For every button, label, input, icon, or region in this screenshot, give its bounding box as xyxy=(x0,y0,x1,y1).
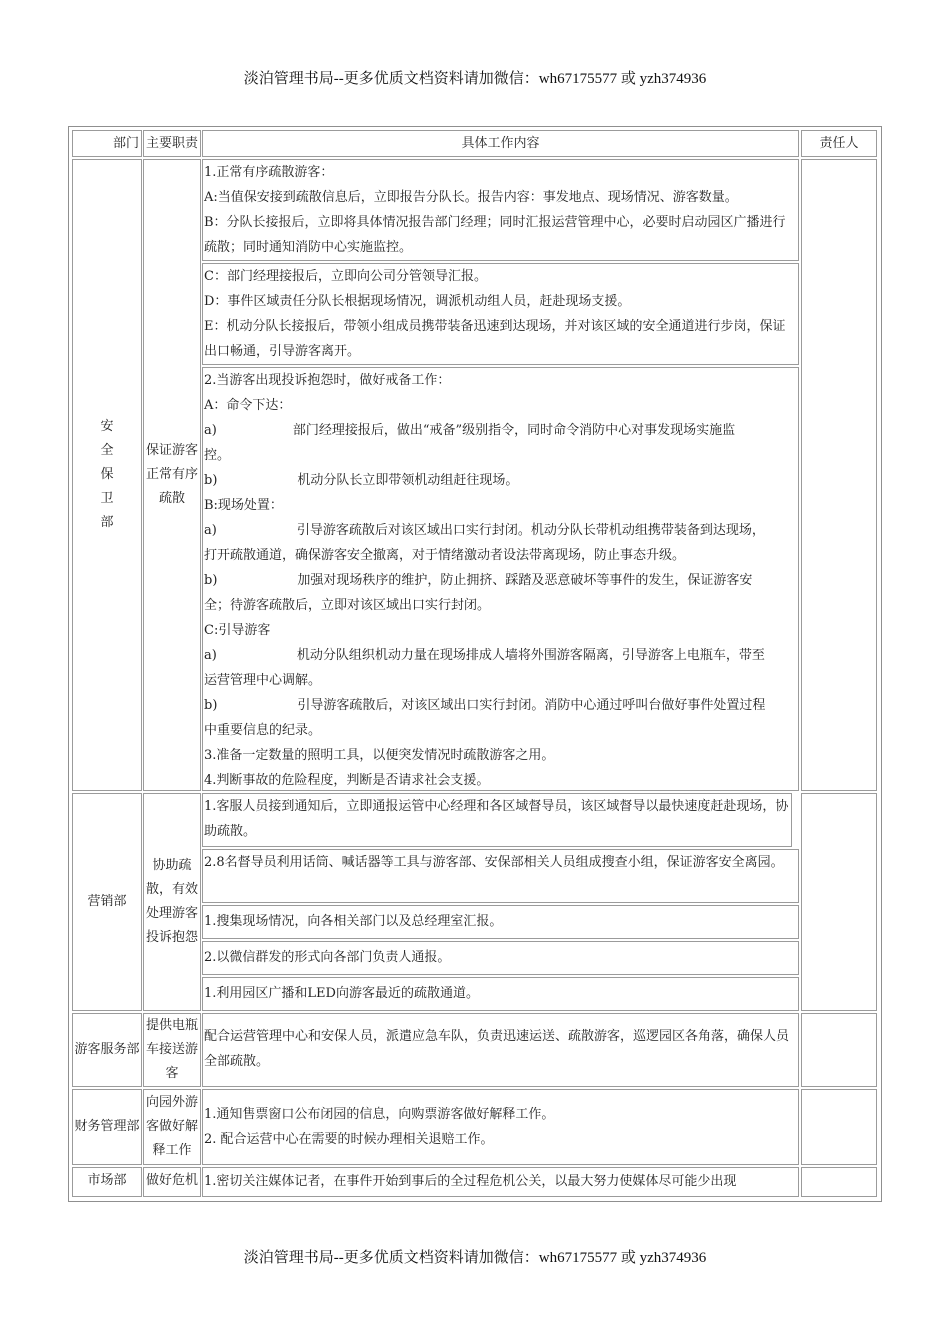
duty-visitor-services: 提供电瓶车接送游客 xyxy=(143,1013,201,1087)
marketing-row-2: 2.8名督导员利用话筒、喊话器等工具与游客部、安保部相关人员组成搜查小组，保证游客安全离园。 xyxy=(202,849,799,903)
duty-finance: 向园外游客做好解释工作 xyxy=(143,1089,201,1165)
market-content: 1.密切关注媒体记者，在事件开始到事后的全过程危机公关，以最大努力使媒体尽可能少出现 xyxy=(202,1167,799,1197)
list-marker: a) xyxy=(204,523,217,538)
list-item xyxy=(204,418,796,443)
owner-security xyxy=(801,159,877,791)
text-line: 4.判断事故的危险程度，判断是否请求社会支援。 xyxy=(204,773,490,788)
list-item xyxy=(204,468,796,493)
marketing-row-5: 1.利用园区广播和LED向游客最近的疏散通道。 xyxy=(202,977,799,1011)
list-text: 机动分队长立即带领机动组赶往现场。 xyxy=(297,473,519,488)
text-line: B:现场处置： xyxy=(204,498,283,513)
list-marker: b) xyxy=(204,698,218,713)
text-line: B：分队长接报后，立即将具体情况报告部门经理；同时汇报运营管理中心，必要时启动园区广播进行疏散；同时通知消防中心实施监控。 xyxy=(204,215,786,255)
text-line: 中重要信息的纪录。 xyxy=(204,723,322,738)
text-line: 全；待游客疏散后，立即对该区域出口实行封闭。 xyxy=(204,598,491,613)
dept-market: 市场部 xyxy=(72,1167,142,1197)
owner-visitor-services xyxy=(801,1013,877,1087)
list-item xyxy=(204,693,796,718)
text-line: A：命令下达： xyxy=(204,398,292,413)
text-line: D：事件区域责任分队长根据现场情况，调派机动组人员，赶赴现场支援。 xyxy=(204,294,631,309)
text-line: 1.正常有序疏散游客： xyxy=(204,165,334,180)
col-header-owner: 责任人 xyxy=(801,130,877,157)
security-block-1 xyxy=(202,159,799,261)
text-line: A:当值保安接到疏散信息后，立即报告分队长。报告内容：事发地点、现场情况、游客数量。 xyxy=(204,190,738,205)
owner-marketing xyxy=(801,793,877,1011)
text-line: 1.通知售票窗口公布闭园的信息，向购票游客做好解释工作。 xyxy=(204,1107,555,1122)
marketing-row-4: 2.以微信群发的形式向各部门负责人通报。 xyxy=(202,941,799,975)
text-line: C：部门经理接报后，立即向公司分管领导汇报。 xyxy=(204,269,487,284)
text-line: E：机动分队长接报后，带领小组成员携带装备迅速到达现场，并对该区域的安全通道进行步岗，保证出口畅通，引导游客离开。 xyxy=(204,319,786,359)
list-marker: a) xyxy=(204,648,217,663)
col-header-duty: 主要职责 xyxy=(143,130,201,157)
marketing-row-3: 1.搜集现场情况，向各相关部门以及总经理室汇报。 xyxy=(202,905,799,939)
text-line: 控。 xyxy=(204,448,231,463)
page-header: 淡泊管理书局--更多优质文档资料请加微信：wh67175577 或 yzh374936 xyxy=(243,71,707,87)
duty-market: 做好危机 xyxy=(143,1167,201,1197)
list-marker: a) xyxy=(204,423,217,438)
dept-marketing: 营销部 xyxy=(72,793,142,1011)
list-item xyxy=(204,643,796,668)
dept-security: 安 全 保 卫 部 xyxy=(72,159,142,791)
list-text: 加强对现场秩序的维护，防止拥挤、踩踏及恶意破坏等事件的发生，保证游客安 xyxy=(297,573,753,588)
list-text: 引导游客疏散后，对该区域出口实行封闭。消防中心通过呼叫台做好事件处置过程 xyxy=(297,698,766,713)
col-header-dept: 部门 xyxy=(72,130,142,157)
text-line: 打开疏散通道，确保游客安全撤离，对于情绪激动者设法带离现场，防止事态升级。 xyxy=(204,548,686,563)
text-line: 3.准备一定数量的照明工具，以便突发情况时疏散游客之用。 xyxy=(204,748,555,763)
finance-content xyxy=(202,1089,799,1165)
marketing-row-1: 1.客服人员接到通知后，立即通报运管中心经理和各区域督导员，该区域督导以最快速度赶赴现场，协助疏散。 xyxy=(202,793,792,847)
col-header-content: 具体工作内容 xyxy=(202,130,799,157)
security-block-3 xyxy=(202,367,799,791)
list-text: 部门经理接报后，做出“戒备”级别指令，同时命令消防中心对事发现场实施监 xyxy=(292,423,736,438)
visitor-services-content: 配合运营管理中心和安保人员，派遣应急车队，负责迅速运送、疏散游客，巡逻园区各角落，确保人员全部疏散。 xyxy=(202,1013,799,1087)
owner-market xyxy=(801,1167,877,1197)
list-marker: b) xyxy=(204,473,218,488)
dept-finance: 财务管理部 xyxy=(72,1089,142,1165)
list-text: 机动分队组织机动力量在现场排成人墙将外围游客隔离，引导游客上电瓶车，带至 xyxy=(296,648,765,663)
text-line: 2. 配合运营中心在需要的时候办理相关退赔工作。 xyxy=(204,1132,494,1147)
duty-security: 保证游客正常有序疏散 xyxy=(143,159,201,791)
duty-marketing: 协助疏散，有效处理游客投诉抱怨 xyxy=(143,793,201,1011)
list-text: 引导游客疏散后对该区域出口实行封闭。机动分队长带机动组携带装备到达现场， xyxy=(296,523,765,538)
owner-finance xyxy=(801,1089,877,1165)
list-item xyxy=(204,568,796,593)
text-line: 运营管理中心调解。 xyxy=(204,673,322,688)
text-line: C:引导游客 xyxy=(204,623,271,638)
emergency-duty-table xyxy=(68,126,882,1202)
security-block-2 xyxy=(202,263,799,365)
text-line: 2.当游客出现投诉抱怨时，做好戒备工作： xyxy=(204,373,451,388)
list-item xyxy=(204,518,796,543)
page-footer: 淡泊管理书局--更多优质文档资料请加微信：wh67175577 或 yzh374936 xyxy=(243,1250,707,1266)
dept-visitor-services: 游客服务部 xyxy=(72,1013,142,1087)
list-marker: b) xyxy=(204,573,218,588)
